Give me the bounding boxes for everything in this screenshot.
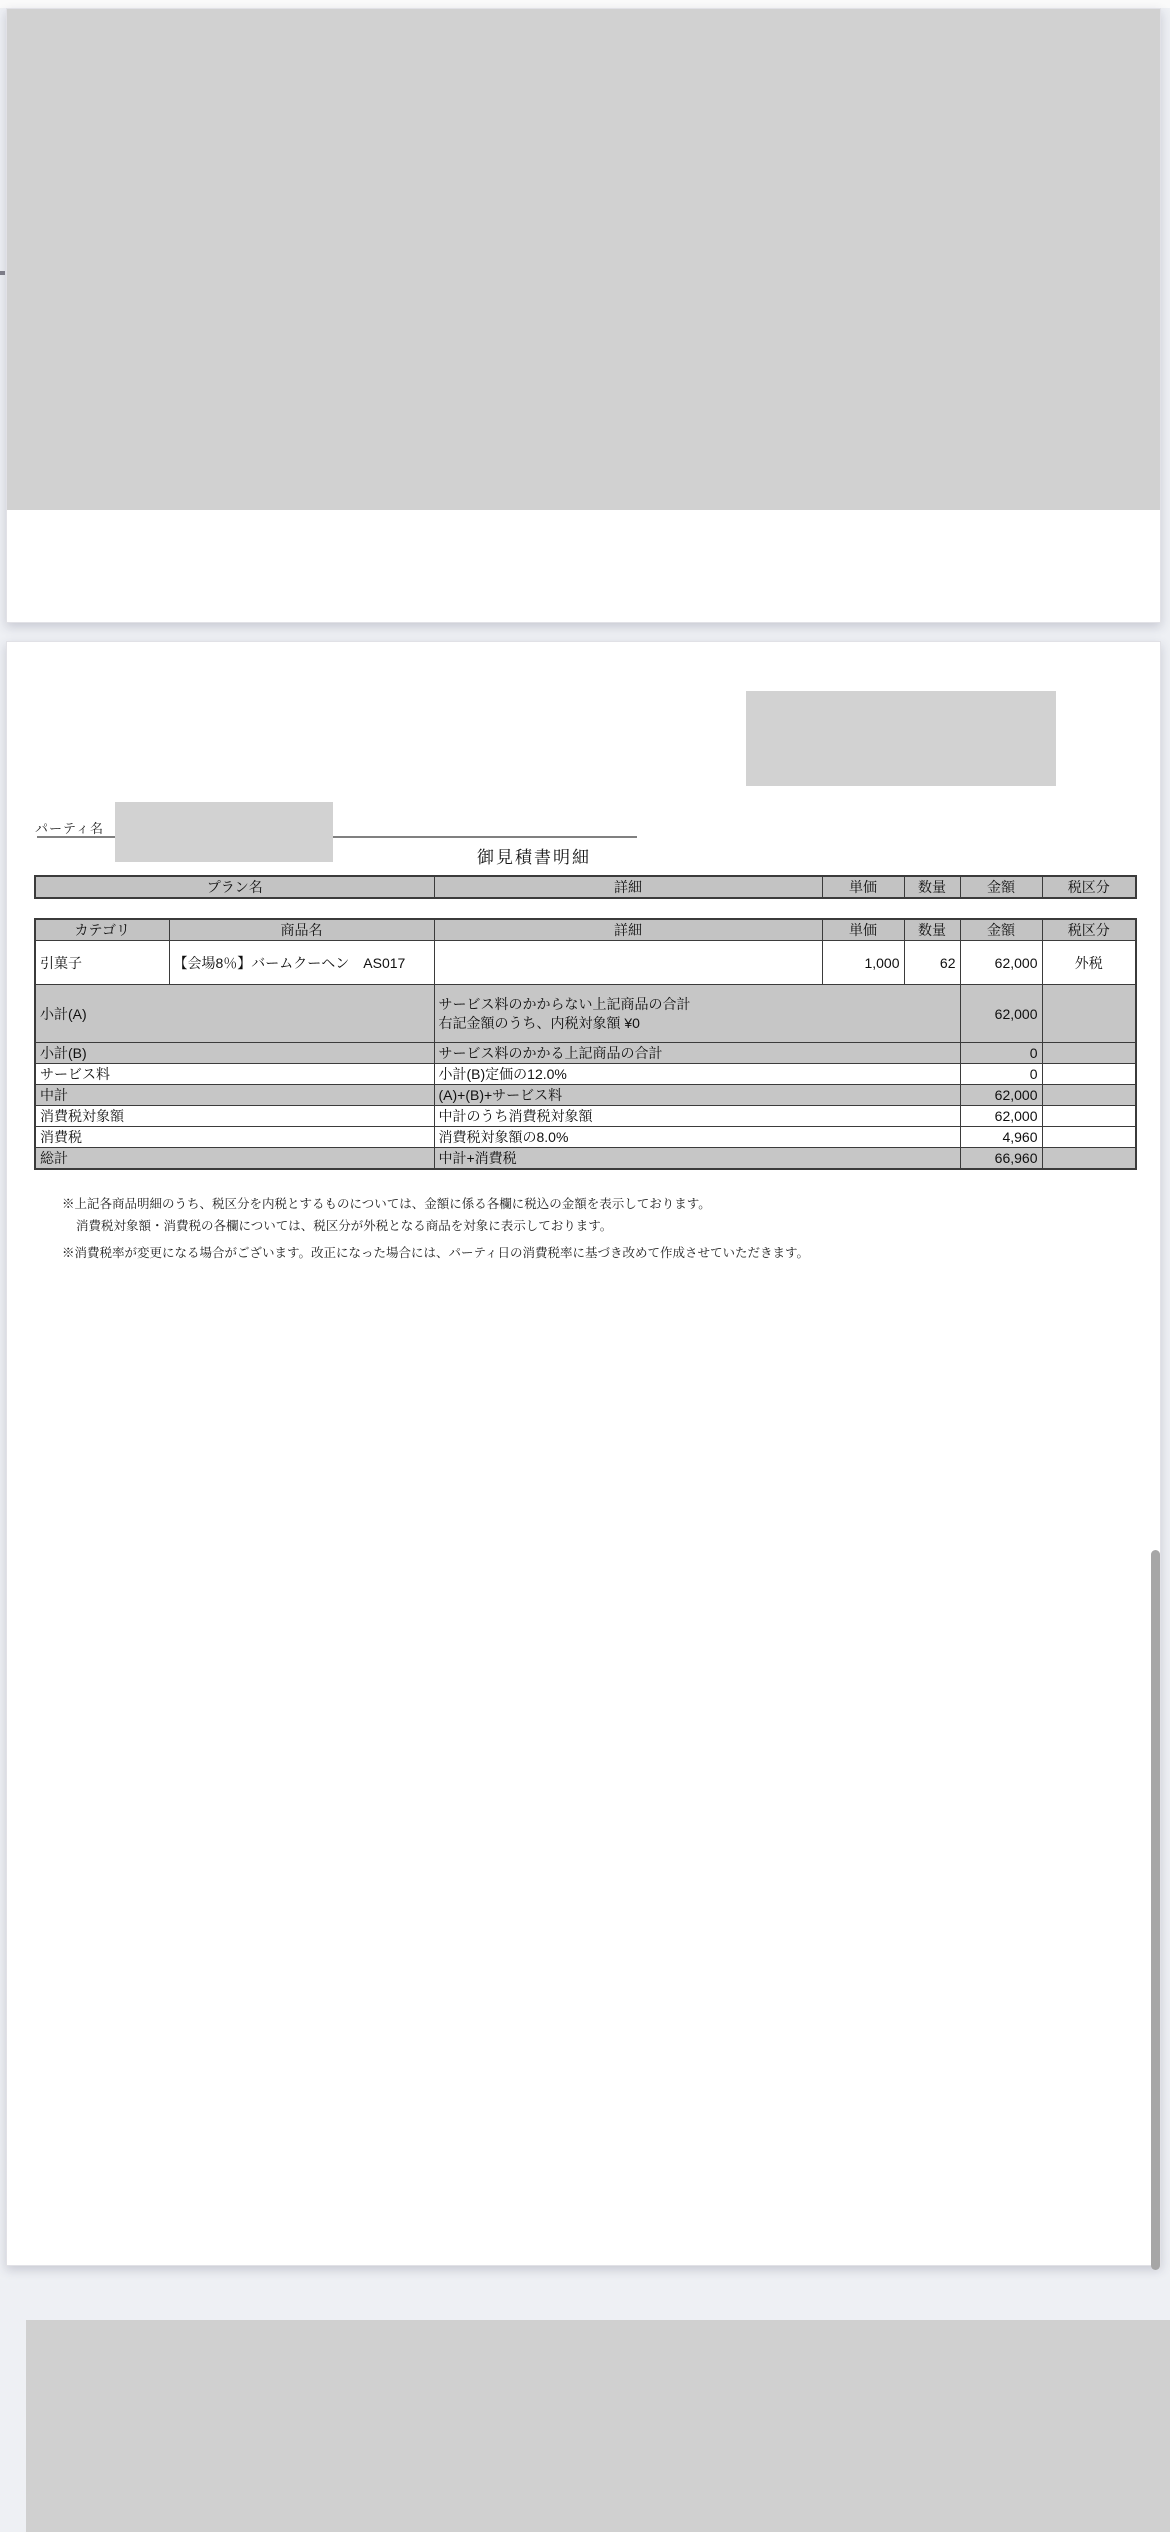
- scroll-position-tick: [0, 271, 5, 275]
- footnote-line-3: ※消費税率が変更になる場合がございます。改正になった場合には、パーティ日の消費税率に基づき改めて作成させていただきます。: [62, 1246, 810, 1260]
- header-cell-quantity: 数量: [904, 876, 960, 898]
- header-cell-unit-price: 単価: [822, 919, 904, 941]
- header-cell-amount: 金額: [960, 919, 1042, 941]
- item-detail-cell: [434, 941, 822, 985]
- header-cell-detail: 詳細: [434, 919, 822, 941]
- service-fee-row: [35, 1064, 1136, 1085]
- estimate-detail-table: [34, 918, 1137, 1170]
- redacted-party-name-box: [115, 802, 333, 862]
- redacted-content-block: [7, 9, 1160, 510]
- grand-total-amount-cell: 66,960: [960, 1148, 1042, 1170]
- grand-total-row: [35, 1148, 1136, 1170]
- consumption-tax-detail-cell: 消費税対象額の8.0%: [434, 1127, 960, 1148]
- mid-total-row: [35, 1085, 1136, 1106]
- consumption-tax-label-cell: 消費税: [35, 1127, 434, 1148]
- header-cell-unit-price: 単価: [822, 876, 904, 898]
- header-cell-detail: 詳細: [434, 876, 822, 898]
- plan-header-table: [34, 875, 1137, 899]
- party-name-label: パーティ名: [35, 821, 104, 836]
- item-product-cell: 【会場8％】バームクーヘン AS017: [169, 941, 434, 985]
- service-fee-tax-cell: [1042, 1064, 1136, 1085]
- header-cell-tax-type: 税区分: [1042, 876, 1136, 898]
- document-page-3-redacted: [26, 2320, 1170, 2532]
- service-fee-amount-cell: 0: [960, 1064, 1042, 1085]
- subtotal-a-detail-cell: [434, 985, 960, 1043]
- header-cell-plan-name: プラン名: [35, 876, 434, 898]
- consumption-tax-amount-cell: 4,960: [960, 1127, 1042, 1148]
- consumption-tax-tax-cell: [1042, 1127, 1136, 1148]
- detail-header-row: [35, 919, 1136, 941]
- top-margin: [0, 0, 1170, 8]
- subtotal-b-row: [35, 1043, 1136, 1064]
- footnote-line-2: 消費税対象額・消費税の各欄については、税区分が外税となる商品を対象に表示しております。: [76, 1219, 613, 1233]
- plan-header-row: [35, 876, 1136, 898]
- subtotal-a-detail-line2: 右記金額のうち、内税対象額 ¥0: [438, 1014, 640, 1031]
- mid-total-detail-cell: (A)+(B)+サービス料: [434, 1085, 960, 1106]
- grand-total-label-cell: 総計: [35, 1148, 434, 1170]
- subtotal-b-label-cell: 小計(B): [35, 1043, 434, 1064]
- grand-total-detail-cell: 中計+消費税: [434, 1148, 960, 1170]
- scrollbar-thumb[interactable]: [1151, 1550, 1160, 2270]
- redacted-header-box: [746, 691, 1056, 786]
- service-fee-detail-cell: 小計(B)定価の12.0%: [434, 1064, 960, 1085]
- mid-total-amount-cell: 62,000: [960, 1085, 1042, 1106]
- mid-total-tax-cell: [1042, 1085, 1136, 1106]
- subtotal-b-detail-cell: サービス料のかかる上記商品の合計: [434, 1043, 960, 1064]
- header-cell-tax-type: 税区分: [1042, 919, 1136, 941]
- subtotal-b-tax-cell: [1042, 1043, 1136, 1064]
- footnotes: [62, 1193, 809, 1264]
- taxable-amount-amount-cell: 62,000: [960, 1106, 1042, 1127]
- item-category-cell: 引菓子: [35, 941, 169, 985]
- header-cell-category: カテゴリ: [35, 919, 169, 941]
- estimate-detail-table-wrap: [34, 918, 1137, 1170]
- service-fee-label-cell: サービス料: [35, 1064, 434, 1085]
- header-cell-amount: 金額: [960, 876, 1042, 898]
- page-title: 御見積書明細: [477, 848, 591, 867]
- mid-total-label-cell: 中計: [35, 1085, 434, 1106]
- item-amount-cell: 62,000: [960, 941, 1042, 985]
- subtotal-a-label-cell: 小計(A): [35, 985, 434, 1043]
- header-cell-product-name: 商品名: [169, 919, 434, 941]
- item-unit-price-cell: 1,000: [822, 941, 904, 985]
- taxable-amount-tax-cell: [1042, 1106, 1136, 1127]
- document-page-1: [6, 8, 1161, 623]
- item-quantity-cell: 62: [904, 941, 960, 985]
- subtotal-a-amount-cell: 62,000: [960, 985, 1042, 1043]
- subtotal-b-amount-cell: 0: [960, 1043, 1042, 1064]
- subtotal-a-row: [35, 985, 1136, 1043]
- subtotal-a-tax-cell: [1042, 985, 1136, 1043]
- taxable-amount-row: [35, 1106, 1136, 1127]
- header-cell-quantity: 数量: [904, 919, 960, 941]
- taxable-amount-label-cell: 消費税対象額: [35, 1106, 434, 1127]
- footnote-line-1: ※上記各商品明細のうち、税区分を内税とするものについては、金額に係る各欄に税込の金額を表示しております。: [62, 1197, 711, 1211]
- document-page-2: [6, 641, 1161, 2266]
- plan-header-table-wrap: [34, 875, 1137, 899]
- item-tax-type-cell: 外税: [1042, 941, 1136, 985]
- consumption-tax-row: [35, 1127, 1136, 1148]
- item-row: [35, 941, 1136, 985]
- grand-total-tax-cell: [1042, 1148, 1136, 1170]
- taxable-amount-detail-cell: 中計のうち消費税対象額: [434, 1106, 960, 1127]
- subtotal-a-detail-line1: サービス料のかからない上記商品の合計: [438, 995, 691, 1012]
